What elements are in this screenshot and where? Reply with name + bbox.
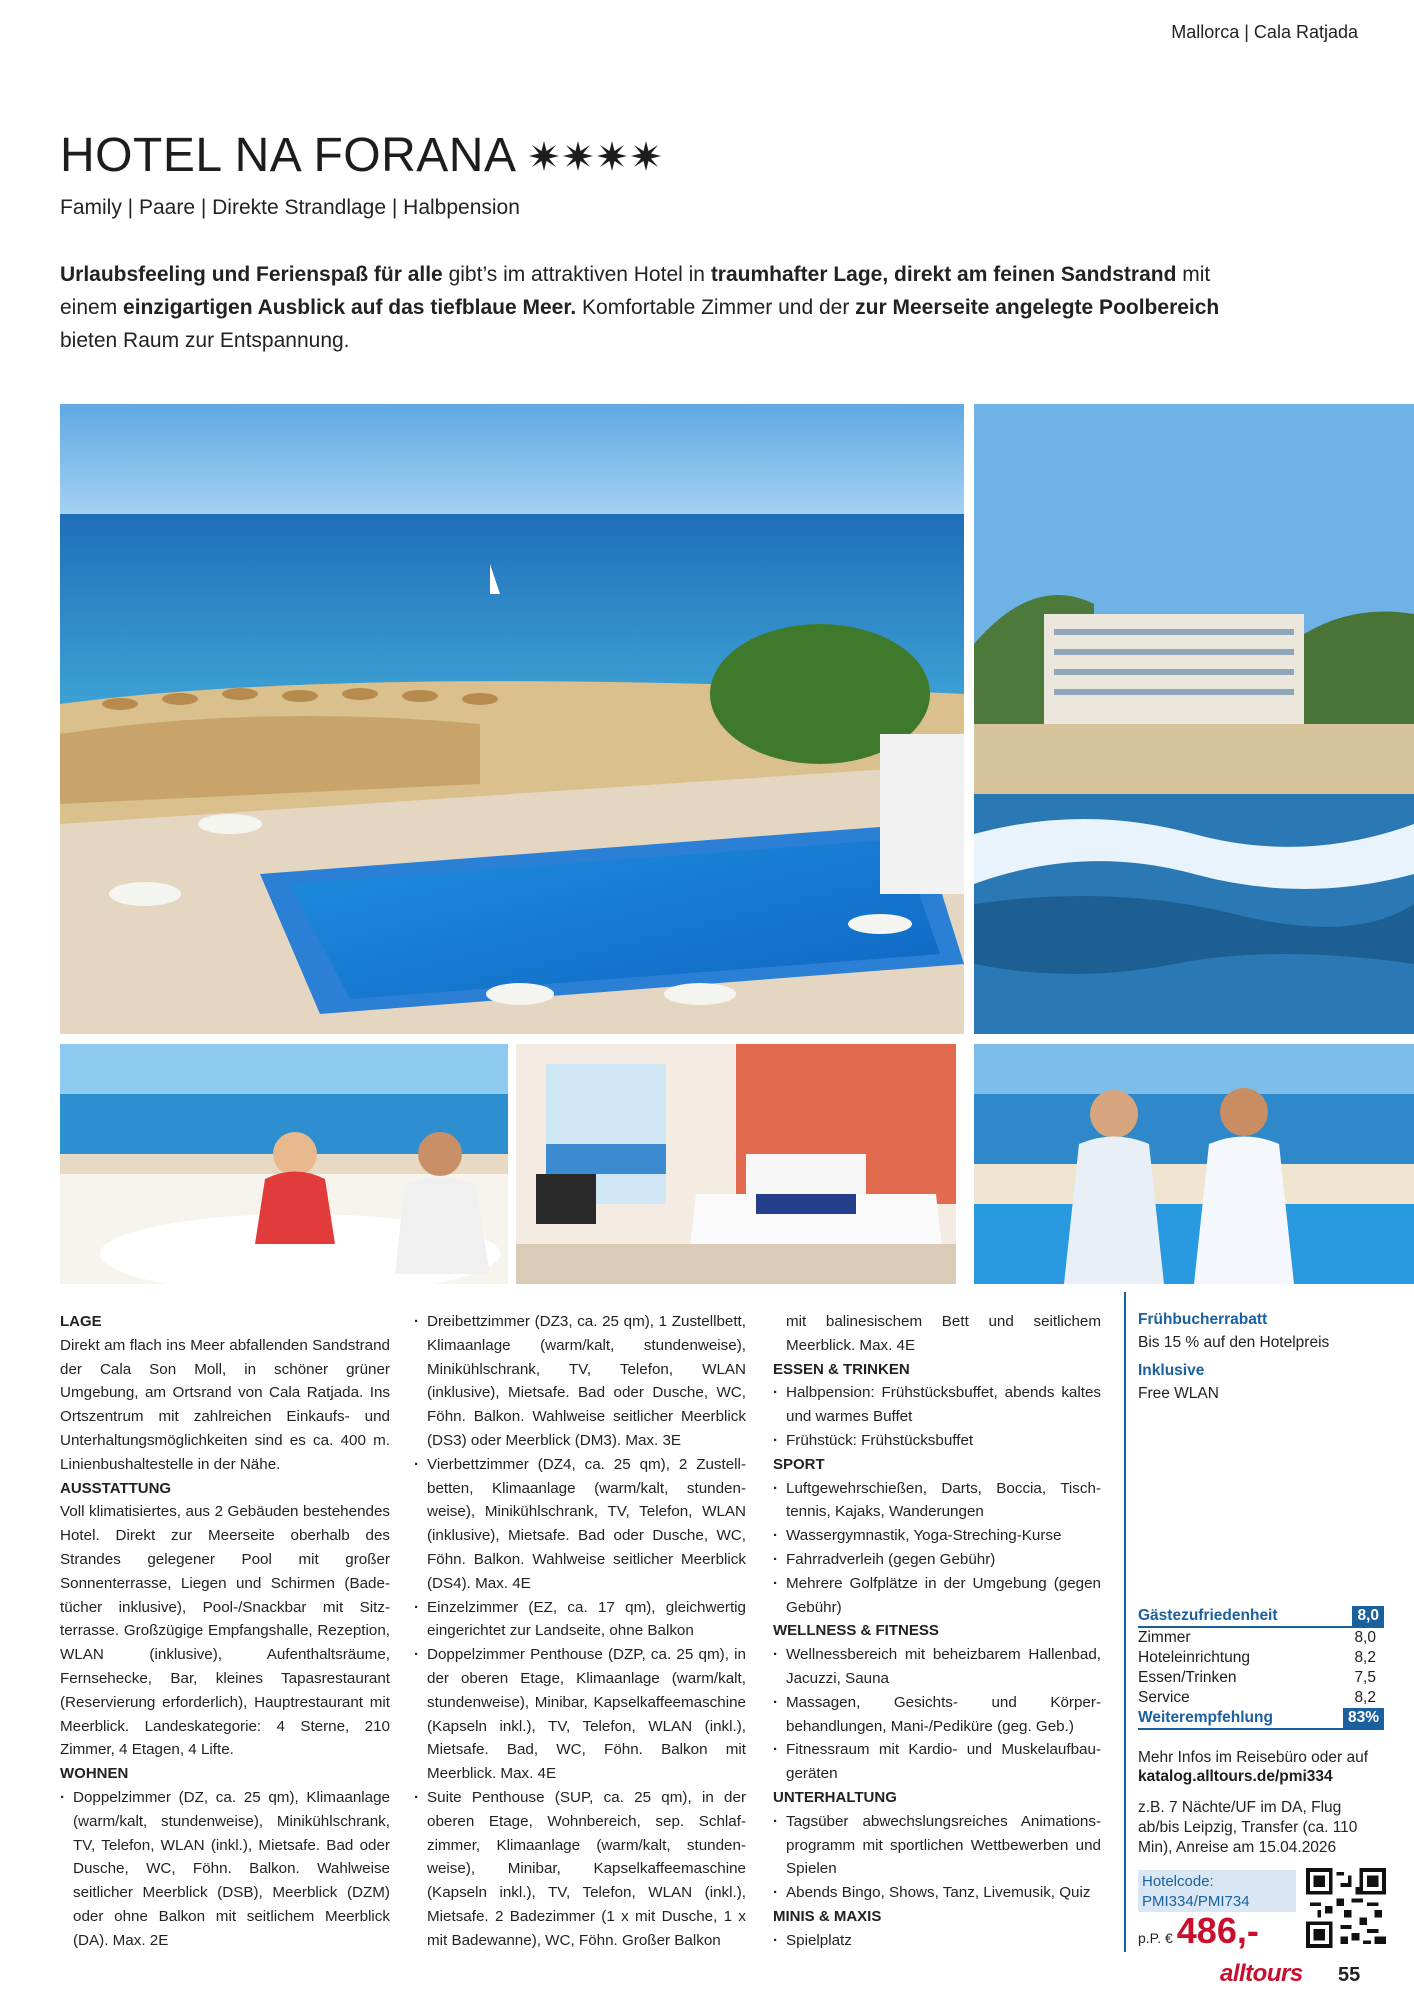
section-heading: SPORT — [773, 1455, 825, 1473]
star-icon — [630, 140, 662, 172]
inclusive-title: Inklusive — [1138, 1362, 1205, 1379]
ratings-header — [1138, 1606, 1384, 1628]
rating-value: 8,2 — [1354, 1649, 1376, 1666]
hotel-code-value: PMI334/PMI734 — [1142, 1893, 1250, 1910]
list-item: · Suite Penthouse (SUP, ca. 25 qm), in der oberen Etage, Wohnbereich, sep. Schlafzimmer, Klimaanlage (warm/kalt, stundenweise), Minibar, Kapselkaffeemaschine (Kapseln inkl.), TV, Telefon, WLAN (inkl.), Mietsafe. 2 Badezimmer (1 x mit Dusche, 1 x mit Badewanne), WC, Föhn. Großer Balkon — [414, 1786, 746, 1953]
intro-segment: traumhafter Lage, direkt am feinen Sandstrand — [710, 263, 1177, 286]
catalog-link[interactable]: katalog.alltours.de/pmi334 — [1138, 1768, 1333, 1785]
hotel-title: HOTEL NA FORANA — [60, 129, 517, 182]
recommend-row — [1138, 1708, 1384, 1730]
list-item: · Doppelzimmer Penthouse (DZP, ca. 25 qm), in der oberen Etage, Klimaanlage (warm/kalt, stundenweise), Minibar, Kapselkaffeemaschine (Kapseln inkl.), TV, Telefon, WLAN (inkl.), Mietsafe. Bad, WC, Föhn. Balkon mit Meerblick. Max. 4E — [414, 1643, 746, 1786]
rating-label: Zimmer — [1138, 1629, 1191, 1646]
list-item: · Abends Bingo, Shows, Tanz, Livemusik, Quiz — [773, 1881, 1101, 1905]
price-example: z.B. 7 Nächte/UF im DA, Flug ab/bis Leipzig, Transfer (ca. 110 Min), Anreise am 15.04.2026 — [1138, 1799, 1358, 1856]
recommend-label: Weiterempfehlung — [1138, 1709, 1273, 1726]
early-booking-text: Bis 15 % auf den Hotelpreis — [1138, 1334, 1330, 1351]
hotel-code-box — [1138, 1870, 1296, 1912]
star-rating — [528, 140, 662, 172]
bullet-list — [414, 1310, 746, 1953]
intro-text — [60, 258, 1220, 357]
ratings-score: 8,0 — [1352, 1606, 1384, 1626]
bullet-list — [773, 1643, 1101, 1786]
photo-hotel-room — [516, 1044, 956, 1284]
price — [1138, 1910, 1259, 1952]
continued-item: mit balinesischem Bett und seitlichem Meerblick. Max. 4E — [786, 1313, 1101, 1354]
early-booking-title: Frühbucherrabatt — [1138, 1311, 1268, 1328]
paragraph: Voll klimatisiertes, aus 2 Gebäuden bestehendes Hotel. Direkt zur Meerseite oberhalb des Strandes gelegener Pool mit großer Sonnenterrasse, Liegen und Schirmen (Badetücher inklusive), Pool-/Snackbar mit Sitzterrasse. Großzügige Empfangshalle, Rezeption, WLAN (inklusive), Aufenthaltsräume, Fernsehecke, Bar, kleines Tapasrestaurant (Reservierung erforderlich), Hauptrestaurant mit Meerblick. Landeskategorie: 4 Sterne, 210 Zimmer, 4 Etagen, 4 Lifte. — [60, 1503, 390, 1759]
section-heading: AUSSTATTUNG — [60, 1479, 172, 1497]
list-item: · Luftgewehrschießen, Darts, Boccia, Tischtennis, Kajaks, Wanderungen — [773, 1477, 1101, 1525]
intro-segment: bieten Raum zur Entspannung. — [60, 329, 350, 352]
star-icon — [596, 140, 628, 172]
intro-segment: Urlaubsfeeling und Ferienspaß für alle — [60, 263, 443, 286]
photo-couple-pool — [974, 1044, 1414, 1284]
intro-segment: zur Meerseite angelegte Poolbereich — [855, 296, 1220, 319]
list-item: · Doppelzimmer (DZ, ca. 25 qm), Klimaanlage (warm/kalt, stundenweise), Minikühlschrank, TV, Telefon, WLAN (inkl.), Mietsafe. Bad oder Dusche, WC, Föhn. Balkon. Wahlweise seitlicher Meerblick (DSB), Meerblick (DZM) oder ohne Balkon mit seitlichem Meerblick (DA). Max. 2E — [60, 1786, 390, 1953]
intro-segment: Komfortable Zimmer und der — [576, 296, 856, 319]
intro-segment: gibt’s im attraktiven Hotel in — [442, 263, 711, 286]
bullet-list — [773, 1810, 1101, 1905]
paragraph: Direkt am flach ins Meer abfallenden Sandstrand der Cala Son Moll, in schöner grüner Umgebung, am Ortsrand von Cala Ratjada. Ins Ortszentrum mit zahlreichen Einkaufs- und Unterhaltungsmöglichkeiten sind es ca. 400 m. Linienbushaltestelle in der Nähe. — [60, 1336, 390, 1473]
list-item: · Halbpension: Frühstücksbuffet, abends kaltes und warmes Buffet — [773, 1381, 1101, 1429]
rating-label: Service — [1138, 1689, 1190, 1706]
list-item: · Wellnessbereich mit beheizbarem Hallenbad, Jacuzzi, Sauna — [773, 1643, 1101, 1691]
list-item: · Mehrere Golfplätze in der Umgebung (gegen Gebühr) — [773, 1572, 1101, 1620]
more-info-text: Mehr Infos im Reisebüro oder auf — [1138, 1749, 1369, 1766]
column-1 — [60, 1310, 390, 1953]
sidebar-divider — [1124, 1292, 1126, 1952]
rating-label: Essen/Trinken — [1138, 1669, 1237, 1686]
column-3 — [773, 1310, 1101, 1953]
list-item: · Frühstück: Frühstücksbuffet — [773, 1429, 1101, 1453]
bullet-list — [60, 1786, 390, 1953]
photo-hotel-beach — [974, 404, 1414, 1034]
bullet-list — [773, 1477, 1101, 1620]
list-item: · Tagsüber abwechslungsreiches Animationsprogramm mit sportlichen Wettbewerben und Spielen — [773, 1810, 1101, 1881]
section-heading: UNTERHALTUNG — [773, 1788, 897, 1806]
title-row — [60, 129, 662, 182]
rating-row — [1138, 1628, 1384, 1648]
rating-value: 8,2 — [1354, 1689, 1376, 1706]
section-heading: WELLNESS & FITNESS — [773, 1622, 939, 1640]
rating-value: 8,0 — [1354, 1629, 1376, 1646]
list-item: · Fitnessraum mit Kardio- und Muskelaufbaugeräten — [773, 1738, 1101, 1786]
star-icon — [528, 140, 560, 172]
section-heading: LAGE — [60, 1313, 102, 1330]
price-value: 486,- — [1176, 1910, 1259, 1951]
qr-code-icon[interactable] — [1306, 1868, 1386, 1948]
bullet-list — [773, 1929, 1101, 1953]
rating-row — [1138, 1648, 1384, 1668]
hotel-subtitle: Family | Paare | Direkte Strandlage | Halbpension — [60, 196, 520, 219]
bullet-list — [773, 1381, 1101, 1452]
hotel-code-label: Hotelcode: — [1142, 1873, 1214, 1890]
section-heading: ESSEN & TRINKEN — [773, 1360, 910, 1378]
photo-pool-terrace — [60, 404, 964, 1034]
list-item: · Fahrradverleih (gegen Gebühr) — [773, 1548, 1101, 1572]
intro-segment: mit einem — [60, 263, 1211, 319]
list-item: · Dreibettzimmer (DZ3, ca. 25 qm), 1 Zustellbett, Klimaanlage (warm/kalt, stundenweise), Minikühlschrank, TV, Telefon, WLAN (inklusive), Mietsafe. Bad oder Dusche, WC, Föhn. Balkon. Wahlweise seitlicher Meerblick (DS3) oder Meerblick (DM3). Max. 3E — [414, 1310, 746, 1453]
list-item: · Spielplatz — [773, 1929, 1101, 1953]
list-item: · Massagen, Gesichts- und Körperbehandlungen, Mani-/Pediküre (geg. Geb.) — [773, 1691, 1101, 1739]
intro-segment: einzigartigen Ausblick auf das tiefblaue Meer. — [123, 296, 577, 319]
section-heading: WOHNEN — [60, 1765, 129, 1783]
rating-list — [1138, 1628, 1384, 1708]
inclusive-text: Free WLAN — [1138, 1385, 1219, 1402]
page-number: 55 — [1338, 1964, 1361, 1986]
photo-couple-breakfast — [60, 1044, 508, 1284]
brand-logo: alltours — [1220, 1960, 1303, 1987]
breadcrumb: Mallorca | Cala Ratjada — [1171, 22, 1358, 42]
star-icon — [562, 140, 594, 172]
list-item: · Vierbettzimmer (DZ4, ca. 25 qm), 2 Zustellbetten, Klimaanlage (warm/kalt, stundenweise), Minikühlschrank, TV, Telefon, WLAN (inklusive), Mietsafe. Bad oder Dusche, WC, Föhn. Balkon. Wahlweise seitlicher Meerblick (DS4). Max. 4E — [414, 1453, 746, 1596]
guest-ratings — [1138, 1606, 1384, 1730]
list-item: · Wassergymnastik, Yoga-Streching-Kurse — [773, 1524, 1101, 1548]
rating-row — [1138, 1688, 1384, 1708]
rating-label: Hoteleinrichtung — [1138, 1649, 1251, 1666]
rating-row — [1138, 1668, 1384, 1688]
ratings-title: Gästezufriedenheit — [1138, 1607, 1278, 1624]
price-prefix: p.P. € — [1138, 1930, 1173, 1946]
rating-value: 7,5 — [1354, 1669, 1376, 1686]
list-item: · Einzelzimmer (EZ, ca. 17 qm), gleichwertig eingerichtet zur Landseite, ohne Balkon — [414, 1596, 746, 1644]
column-2 — [414, 1310, 746, 1953]
section-heading: MINIS & MAXIS — [773, 1907, 882, 1925]
recommend-value: 83% — [1343, 1708, 1384, 1728]
